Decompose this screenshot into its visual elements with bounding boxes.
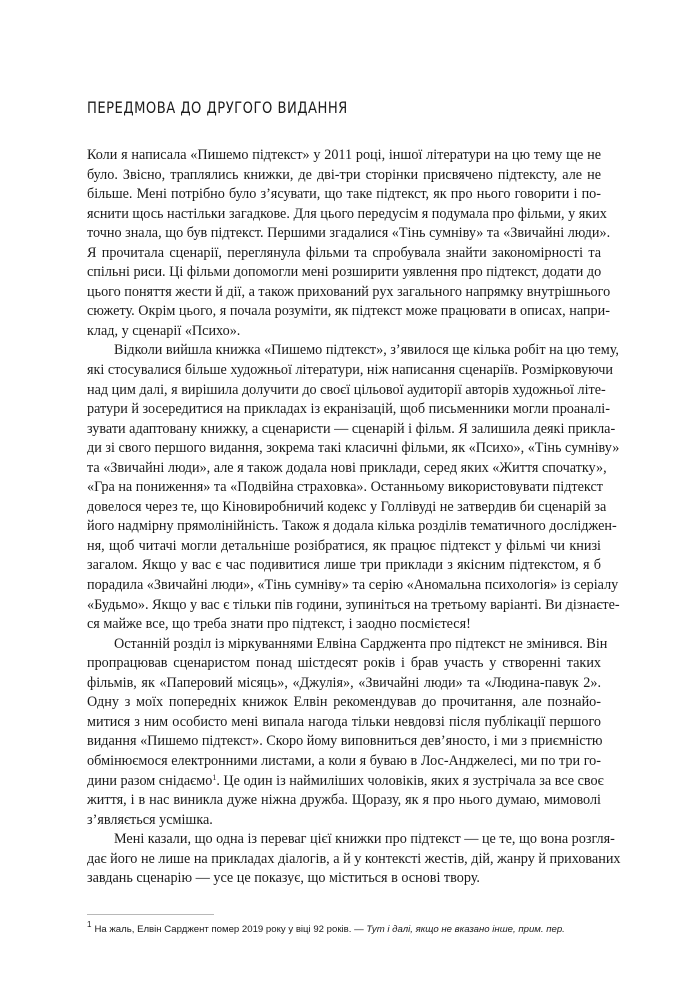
text-line: клад, у сценарії «Психо».: [87, 322, 241, 339]
text-line: було. Звісно, траплялись книжки, де дві-три сторінки присвячено підтексту, але не: [87, 166, 601, 183]
text-line: Мені казали, що одна із переваг цієї книжки про підтекст — це те, що вона розгля-: [114, 831, 615, 848]
text-line: життя, і в нас виникла дуже ніжна дружба. Щоразу, як я про нього думаю, мимоволі: [87, 792, 601, 809]
body-text: [87, 146, 621, 889]
paragraph-3: [87, 635, 608, 830]
footnote-divider: [87, 914, 214, 915]
text-line: завдань сценарію — усе це показує, що міститься в основі твору.: [87, 870, 480, 887]
text-line: сюжету. Окрім цього, я почала розуміти, як підтекст може працювати в описах, напри-: [87, 303, 610, 320]
text-line: над цим далі, я вирішила долучити до своєї цільової аудиторії авторів художньої літе-: [87, 381, 606, 398]
text-line: пропрацював сценаристом понад шістдесят років і брав участь у створенні таких: [87, 655, 601, 672]
text-line: Останній розділ із міркуваннями Елвіна Сарджента про підтекст не змінився. Він: [114, 635, 608, 652]
text-line: ня, щоб читачі могли детальніше розібратися, як працює підтекст у фільмі чи книзі: [87, 537, 601, 554]
text-line: ратури й зосередитися на прикладах із екранізацій, щоб письменники могли проаналі-: [87, 401, 610, 418]
text-line: ся майже все, що треба знати про підтекст, і заодно посмієтеся!: [87, 616, 471, 633]
text-segment: дини разом снідаємо: [87, 772, 213, 789]
text-line: Я прочитала сценарії, переглянула фільми та спробувала знайти закономірності та: [87, 244, 601, 261]
text-line: Коли я написала «Пишемо підтекст» у 2011 році, іншої літератури на цю тему ще не: [87, 147, 601, 163]
text-line: довелося через те, що Кіновиробничий кодекс у Голлівуді не затвердив би сценарій за: [87, 498, 607, 515]
text-line: більше. Мені потрібно було з’ясувати, що таке підтекст, як про нього говорити і по-: [87, 186, 601, 203]
footnote-mark: 1: [87, 920, 92, 929]
text-line: Відколи вийшла книжка «Пишемо підтекст», з’явилося ще кілька робіт на цю тему,: [114, 342, 619, 359]
text-line: та «Звичайні люди», але я також додала нові приклади, серед яких «Життя спочатку»,: [87, 459, 607, 476]
text-line: зувати адаптовану книжку, а сценаристи — сценарій і фільм. Я залишила деякі прикла-: [87, 420, 616, 437]
text-line: точно знала, що був підтекст. Першими згадалися «Тінь сумніву» та «Звичайні люди».: [87, 225, 611, 242]
text-line-with-footnote: [87, 772, 604, 792]
footnote-reference[interactable]: 1: [212, 772, 217, 782]
text-line: які стосувалися більше художньої літератури, ніж написання сценаріїв. Розмірковуючи: [87, 362, 613, 379]
text-segment: . Це один із наймиліших чоловіків, яких я зустрічала за все своє: [216, 772, 604, 789]
paragraph-1: [87, 146, 611, 341]
text-line: видання «Пишемо підтекст». Скоро йому виповниться дев’яносто, і ми з приємністю: [87, 733, 603, 750]
text-line: яснити щось настільки загадкове. Для цього передусім я подумала про фільми, у яких: [87, 205, 607, 222]
text-line: порадила «Звичайні люди», «Тінь сумніву» та серію «Аномальна психологія» із серіалу: [87, 577, 619, 594]
paragraph-4: [87, 830, 621, 889]
text-line: ди зі свого першого видання, зокрема такі класичні фільми, як «Психо», «Тінь сумніву»: [87, 440, 620, 457]
text-line: загалом. Якщо у вас є час подивитися лише три приклади з якісним підтекстом, я б: [87, 557, 601, 574]
text-line: дає його не лише на прикладах діалогів, а й у контексті жестів, дій, жанру й прихованих: [87, 850, 621, 867]
footnote-italic-note: Тут і далі, якщо не вказано інше, прим. пер.: [366, 924, 565, 935]
text-line: його надмірну прямолінійність. Також я додала кілька розділів тематичного досліджен-: [87, 518, 617, 535]
text-line: спільні риси. Ці фільми допомогли мені розширити уявлення про підтекст, додати до: [87, 264, 602, 281]
text-line: з’являється усмішка.: [87, 811, 213, 828]
text-line: цього поняття жести й дії, а також прихований рух загального напрямку внутрішнього: [87, 283, 611, 300]
text-line: обмінюємося електронними листами, а коли я буваю в Лос-Анджелесі, ми по три го-: [87, 752, 601, 769]
footnote-text: На жаль, Елвін Сарджент помер 2019 року у віці 92 років. —: [94, 924, 364, 935]
paragraph-2: [87, 341, 620, 634]
text-line: «Будьмо». Якщо у вас є тільки пів години, зупиніться на третьому варіанті. Ви дізнаєте-: [87, 596, 620, 613]
text-line: митися з ним особисто мені випала нагода тільки невдовзі після публікації першого: [87, 713, 601, 730]
footnote: [87, 920, 565, 935]
chapter-heading: ПЕРЕДМОВА ДО ДРУГОГО ВИДАННЯ: [87, 98, 348, 117]
text-line: Одну з моїх попередніх книжок Елвін рекомендував до прочитання, але познайо-: [87, 694, 601, 711]
text-line: фільмів, як «Паперовий місяць», «Джулія», «Звичайні люди» та «Людина-павук 2».: [87, 674, 601, 691]
text-line: «Гра на пониження» та «Подвійна страховка». Останньому використовувати підтекст: [87, 479, 603, 496]
